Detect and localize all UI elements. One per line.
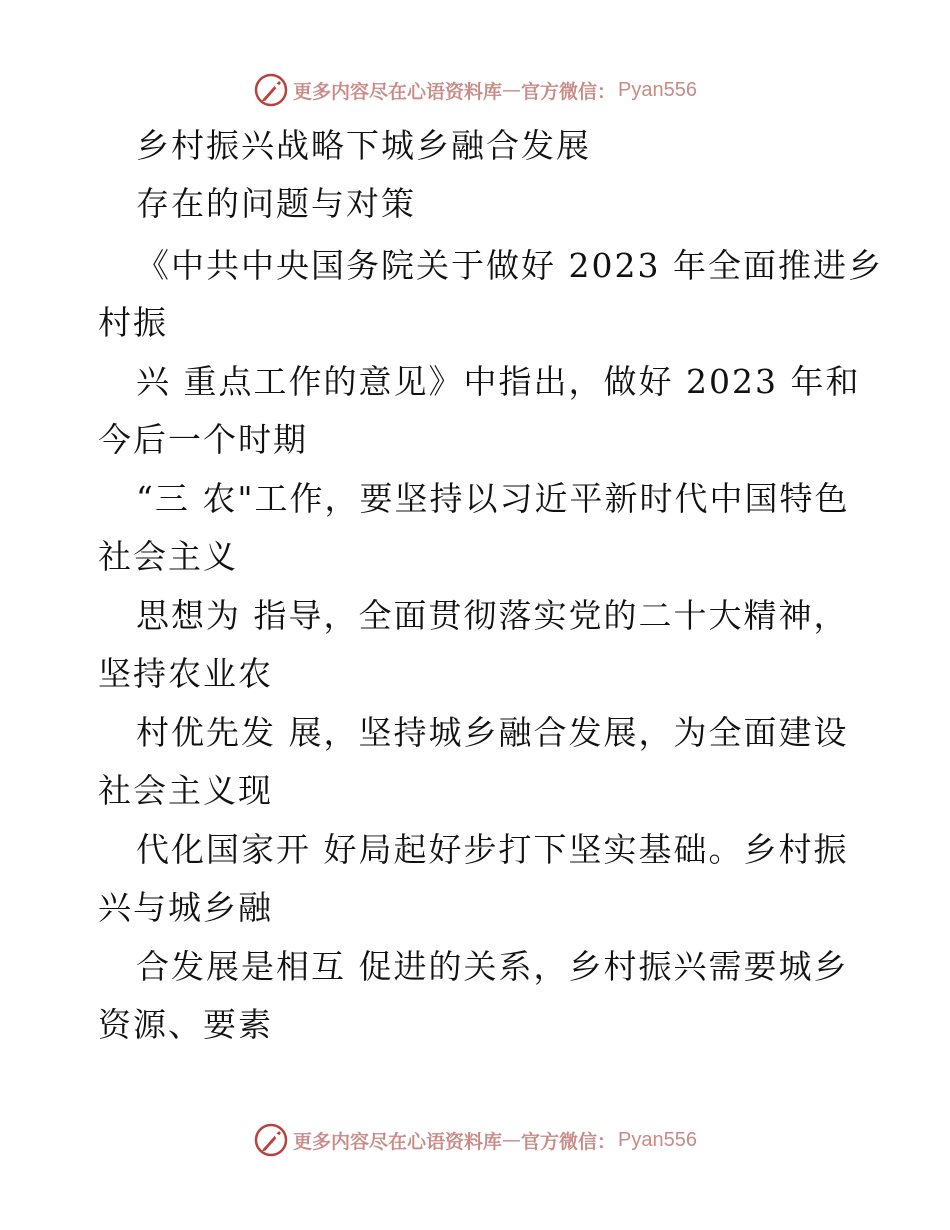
body-line: 合发展是相互 促进的关系，乡村振兴需要城乡 xyxy=(136,947,849,986)
banner-wechat-id: Pyan556 xyxy=(618,78,697,101)
body-line: 资源、要素 xyxy=(98,1005,273,1044)
body-line: 兴 重点工作的意见》中指出，做好 2023 年和 xyxy=(136,362,861,401)
footer-banner xyxy=(0,1120,950,1160)
banner-wechat-id: Pyan556 xyxy=(618,1128,697,1151)
body-line: 村振 xyxy=(98,303,168,342)
header-banner xyxy=(0,70,950,110)
banner-label: 官方微信： xyxy=(521,1130,617,1153)
banner-separator: — xyxy=(502,1129,522,1151)
quill-pen-logo-icon xyxy=(253,72,289,108)
body-line: 兴与城乡融 xyxy=(98,888,273,927)
body-line: 社会主义现 xyxy=(98,771,273,810)
body-line-title-1: 乡村振兴战略下城乡融合发展 xyxy=(136,126,591,165)
banner-main-text: 更多内容尽在心语资料库 xyxy=(293,80,503,103)
banner-label: 官方微信： xyxy=(521,80,617,103)
body-line: 村优先发 展，坚持城乡融合发展，为全面建设 xyxy=(136,713,849,752)
body-line: 《中共中央国务院关于做好 2023 年全面推进乡 xyxy=(136,246,883,285)
body-line: 思想为 指导，全面贯彻落实党的二十大精神， xyxy=(136,596,849,635)
body-line: 坚持农业农 xyxy=(98,654,273,693)
body-line-title-2: 存在的问题与对策 xyxy=(136,184,416,223)
body-line: 社会主义 xyxy=(98,537,238,576)
body-line: 代化国家开 好局起好步打下坚实基础。乡村振 xyxy=(136,830,849,869)
body-line: “三 农"工作，要坚持以习近平新时代中国特色 xyxy=(136,479,850,518)
banner-separator: — xyxy=(502,79,522,101)
quill-pen-logo-icon xyxy=(253,1122,289,1158)
banner-main-text: 更多内容尽在心语资料库 xyxy=(293,1130,503,1153)
body-line: 今后一个时期 xyxy=(98,420,308,459)
